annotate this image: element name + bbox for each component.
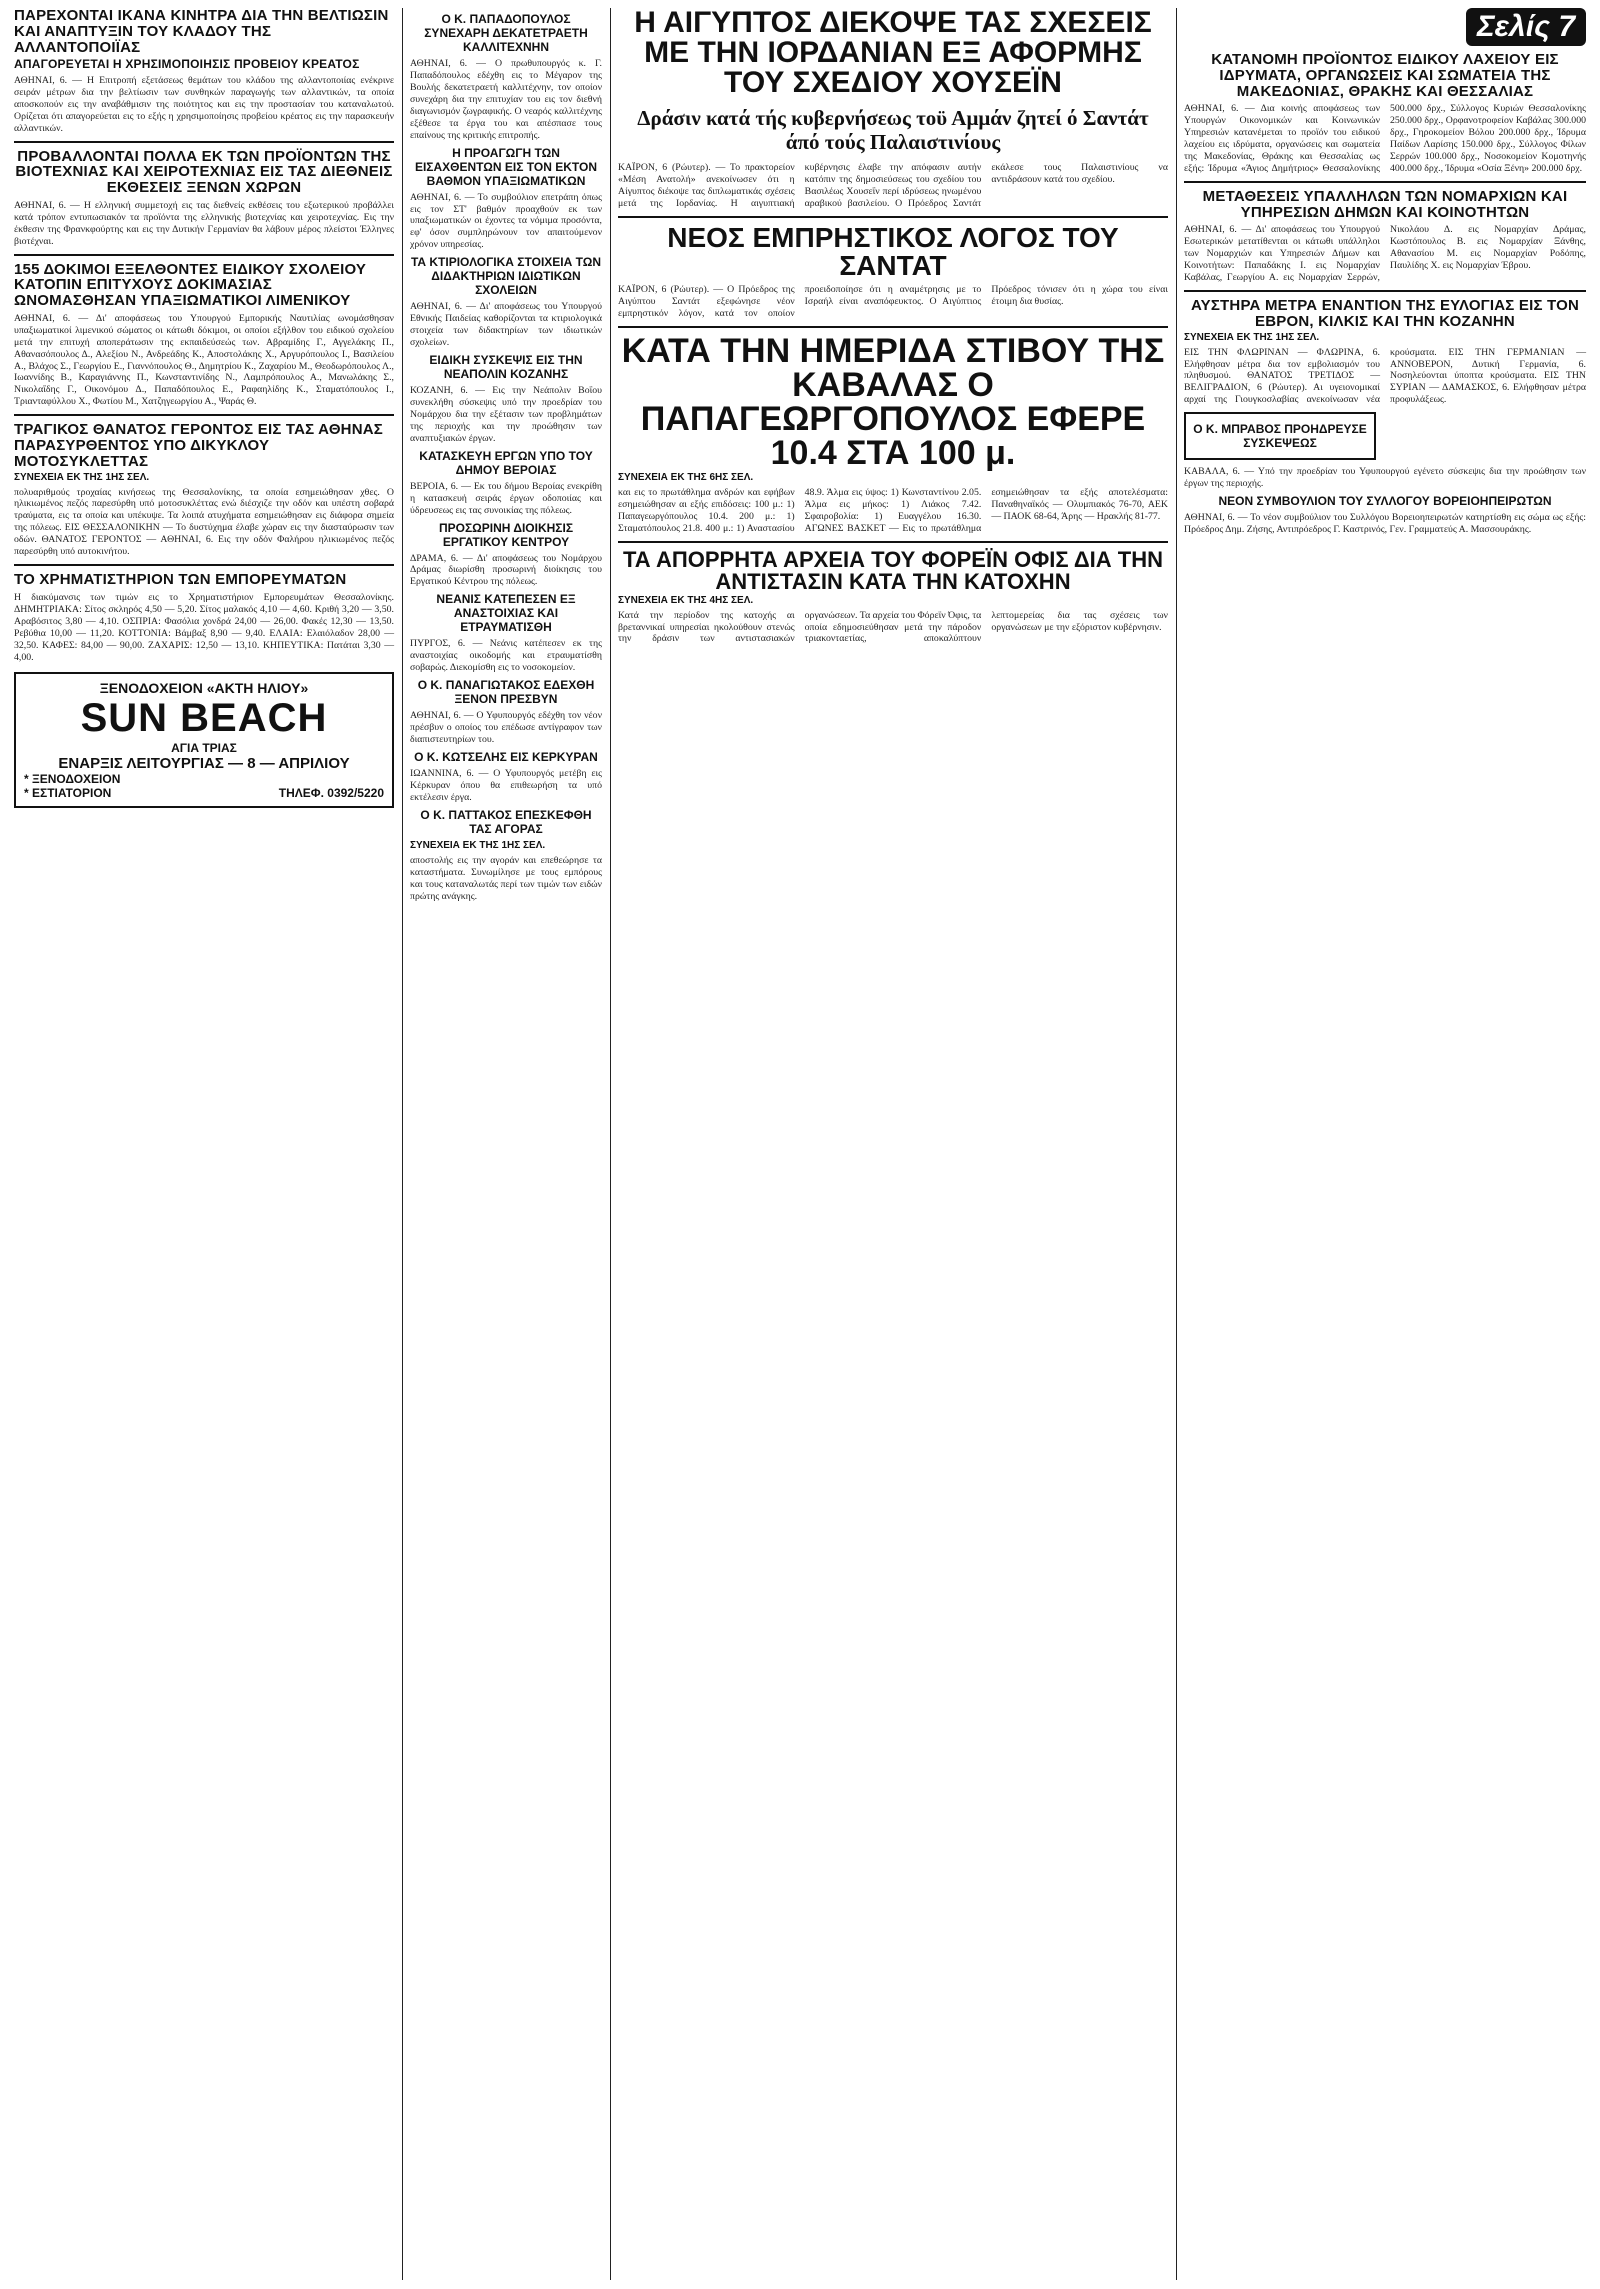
divider [14,564,394,566]
headline: ΤΡΑΓΙΚΟΣ ΘΑΝΑΤΟΣ ΓΕΡΟΝΤΟΣ ΕΙΣ ΤΑΣ ΑΘΗΝΑΣ ΠΑΡΑΣΥΡΘΕΝΤΟΣ ΥΠΟ ΔΙΚΥΚΛΟΥ ΜΟΤΟΣΥΚΛΕΤΤΑΣ [14,421,383,470]
divider [618,541,1168,543]
article-body: ΚΑΒΑΛΑ, 6. — Υπό την προεδρίαν του Υφυπουργού εγένετο σύσκεψις δια την προώθησιν των έργων της περιοχής. [1184,466,1586,490]
divider [1184,290,1586,292]
sports-headline: ΚΑΤΑ ΤΗΝ ΗΜΕΡΙΔΑ ΣΤΙΒΟΥ ΤΗΣ ΚΑΒΑΛΑΣ Ο ΠΑΠΑΓΕΩΡΓΟΠΟΥΛΟΣ ΕΦΕΡΕ 10.4 ΣΤΑ 100 μ. [621,331,1165,472]
column-1 [14,8,394,808]
article-body: ΠΥΡΓΟΣ, 6. — Νεάνις κατέπεσεν εκ της αναστοιχίας οικοδομής και ετραυματίσθη σοβαρώς. Διεκομίσθη εις το νοσοκομείον. [410,638,602,674]
headline: ΠΡΟΣΩΡΙΝΗ ΔΙΟΙΚΗΣΙΣ ΕΡΓΑΤΙΚΟΥ ΚΕΝΤΡΟΥ [438,520,574,549]
headline: Ο Κ. ΠΑΠΑΔΟΠΟΥΛΟΣ ΣΥΝΕΧΑΡΗ ΔΕΚΑΤΕΤΡΑΕΤΗ ΚΑΛΛΙΤΕΧΝΗΝ [424,12,588,54]
headline: ΜΕΤΑΘΕΣΕΙΣ ΥΠΑΛΛΗΛΩΝ ΤΩΝ ΝΟΜΑΡΧΙΩΝ ΚΑΙ ΥΠΗΡΕΣΙΩΝ ΔΗΜΩΝ ΚΑΙ ΚΟΙΝΟΤΗΤΩΝ [1202,187,1568,221]
headline: ΝΕΑΝΙΣ ΚΑΤΕΠΕΣΕΝ ΕΞ ΑΝΑΣΤΟΙΧΙΑΣ ΚΑΙ ΕΤΡΑΥΜΑΤΙΣΘΗ [436,592,576,635]
headline: ΝΕΟΣ ΕΜΠΡΗΣΤΙΚΟΣ ΛΟΓΟΣ ΤΟΥ ΣΑΝΤΑΤ [667,222,1119,282]
hotel-advertisement [14,672,394,808]
column-2 [410,8,602,907]
divider [14,254,394,256]
lead-headline: Η ΑΙΓΥΠΤΟΣ ΔΙΕΚΟΨΕ ΤΑΣ ΣΧΕΣΕΙΣ ΜΕ ΤΗΝ ΙΟΡΔΑΝΙΑΝ ΕΞ ΑΦΟΡΜΗΣ ΤΟΥ ΣΧΕΔΙΟΥ ΧΟΥΣΕΪΝ [634,6,1152,99]
headline: ΚΑΤΑΣΚΕΥΗ ΕΡΓΩΝ ΥΠΟ ΤΟΥ ΔΗΜΟΥ ΒΕΡΟΙΑΣ [419,448,593,477]
ad-brand: SUN BEACH [80,695,328,740]
column-rule [402,8,403,2280]
article-body: ΑΘΗΝΑΙ, 6. — Δι' αποφάσεως του Υπουργού Εθνικής Παιδείας καθορίζονται τα κτιριολογικά στοιχεία των διδακτηρίων των ιδιωτικών σχολείων. [410,301,602,349]
headline: ΠΑΡΕΧΟΝΤΑΙ ΙΚΑΝΑ ΚΙΝΗΤΡΑ ΔΙΑ ΤΗΝ ΒΕΛΤΙΩΣΙΝ ΚΑΙ ΑΝΑΠΤΥΞΙΝ ΤΟΥ ΚΛΑΔΟΥ ΤΗΣ ΑΛΛΑΝΤΟΠΟΙΪΑΣ [14,7,389,56]
ad-line: * ΕΣΤΙΑΤΟΡΙΟΝ [24,785,112,800]
article-body: ΑΘΗΝΑΙ, 6. — Δι' αποφάσεως του Υπουργού Εσωτερικών μετατίθενται οι κάτωθι υπάλληλοι των Νομαρχιών και Υπηρεσιών Δήμων και Κοινοτήτων: Παπαδάκης Ι. εις Νομαρχίαν Καβάλας, Γεωργίου Α. εις Νομαρχίαν Σερρών, Νικολάου Δ. εις Νομαρχίαν Δράμας, Κωστόπουλος Β. εις Νομαρχίαν Ξάνθης, Αθανασίου Μ. εις Νομαρχίαν Ροδόπης, Παυλίδης Χ. εις Νομαρχίαν Έβρου. [1184,224,1586,284]
continuation-note: ΣΥΝΕΧΕΙΑ ΕΚ ΤΗΣ 6ΗΣ ΣΕΛ. [618,471,754,483]
continuation-note: ΣΥΝΕΧΕΙΑ ΕΚ ΤΗΣ 1ΗΣ ΣΕΛ. [410,839,546,851]
column-3 [618,8,1168,649]
ad-phone: ΤΗΛΕΦ. 0392/5220 [278,785,384,800]
headline: Ο Κ. ΚΩΤΣΕΛΗΣ ΕΙΣ ΚΕΡΚΥΡΑΝ [414,749,598,764]
ad-line: ΑΓΙΑ ΤΡΙΑΣ [171,740,237,755]
headline: Ο Κ. ΠΑΤΤΑΚΟΣ ΕΠΕΣΚΕΦΘΗ ΤΑΣ ΑΓΟΡΑΣ [420,807,592,836]
ad-row [24,786,384,800]
newspaper-page [14,8,1586,2280]
page-number-tag: Σελίς 7 [1466,8,1586,46]
continuation-note: ΣΥΝΕΧΕΙΑ ΕΚ ΤΗΣ 1ΗΣ ΣΕΛ. [1184,331,1320,343]
article-body: ΚΟΖΑΝΗ, 6. — Εις την Νεάπολιν Βοΐου συνεκλήθη σύσκεψις υπό την προεδρίαν του Νομάρχου δια την εξέτασιν των προβλημάτων της περιοχής και την προώθησιν των αναπτυξιακών έργων. [410,385,602,444]
headline: Ο Κ. ΠΑΝΑΓΙΩΤΑΚΟΣ ΕΔΕΧΘΗ ΞΕΝΟΝ ΠΡΕΣΒΥΝ [417,678,595,707]
article-body: πολυαριθμούς τροχαίας κινήσεως της Θεσσαλονίκης, τα οποία εσημειώθησαν χθες. Ο ηλικιωμένος πεζός παρεσύρθη υπό μοτοσυκλέττας ενώ διέσχιζε την οδόν και υπέστη σοβαρά τραύματα, εις τα οποία και υπέκυψε. Τα λοιπά ατυχήματα εσημειώθησαν εις διάφορα σημεία της πόλεως. ΕΙΣ ΘΕΣΣΑΛΟΝΙΚΗΝ — Το δυστύχημα έλαβε χώραν εις την διασταύρωσιν των οδών. ΘΑΝΑΤΟΣ ΓΕΡΟΝΤΟΣ — ΑΘΗΝΑΙ, 6. Εις την οδόν Φαλήρου ηλικιωμένος πεζός παρεσύρθη υπό αυτοκινήτου. [14,486,394,558]
article-body: ΑΘΗΝΑΙ, 6. — Δια κοινής αποφάσεως των Υπουργών Οικονομικών και Κοινωνικών Υπηρεσιών κατανέμεται το προϊόν του ειδικού λαχείου εις ιδρύματα, οργανώσεις και σωματεία της Μακεδονίας, Θράκης και Θεσσαλίας ως εξής: Ίδρυμα «Άγιος Δημήτριος» Θεσσαλονίκης 500.000 δρχ., Σύλλογος Κυριών Θεσσαλονίκης 250.000 δρχ., Ορφανοτροφείον Καβάλας 300.000 δρχ., Γηροκομείον Βόλου 200.000 δρχ., Ίδρυμα Παίδων Λαρίσης 150.000 δρχ., Σύλλογος Φίλων Σερρών 100.000 δρχ., Νοσοκομείον Κομοτηνής 400.000 δρχ., Ίδρυμα «Οσία Ξένη» 200.000 δρχ. [1184,103,1586,174]
article-body: ΙΩΑΝΝΙΝΑ, 6. — Ο Υφυπουργός μετέβη εις Κέρκυραν όπου θα επιθεωρήση τα υπό εκτέλεσιν έργα. [410,767,602,803]
boxed-article [1184,412,1376,460]
divider [618,216,1168,218]
column-rule [1176,8,1177,2280]
article-body: ΑΘΗΝΑΙ, 6. — Το νέον συμβούλιον του Συλλόγου Βορειοηπειρωτών κατηρτίσθη εις σώμα ως εξής: Πρόεδρος Δημ. Ζήσης, Αντιπρόεδρος Γ. Καστρινός, Γεν. Γραμματεύς Α. Μασσουράκης. [1184,512,1586,536]
headline: Η ΠΡΟΑΓΩΓΗ ΤΩΝ ΕΙΣΑΧΘΕΝΤΩΝ ΕΙΣ ΤΟΝ ΕΚΤΟΝ ΒΑΘΜΟΝ ΥΠΑΞΙΩΜΑΤΙΚΩΝ [414,145,598,188]
headline: ΕΙΔΙΚΗ ΣΥΣΚΕΨΙΣ ΕΙΣ ΤΗΝ ΝΕΑΠΟΛΙΝ ΚΟΖΑΝΗΣ [429,353,583,381]
headline: ΚΑΤΑΝΟΜΗ ΠΡΟΪΟΝΤΟΣ ΕΙΔΙΚΟΥ ΛΑΧΕΙΟΥ ΕΙΣ ΙΔΡΥΜΑΤΑ, ΟΡΓΑΝΩΣΕΙΣ ΚΑΙ ΣΩΜΑΤΕΙΑ ΤΗΣ ΜΑΚΕΔΟΝΙΑΣ, ΘΡΑΚΗΣ ΚΑΙ ΘΕΣΣΑΛΙΑΣ [1211,51,1559,100]
headline: ΝΕΟΝ ΣΥΜΒΟΥΛΙΟΝ ΤΟΥ ΣΥΛΛΟΓΟΥ ΒΟΡΕΙΟΗΠΕΙΡΩΤΩΝ [1218,494,1552,509]
article-body: Η διακύμανσις των τιμών εις το Χρηματιστήριον Εμπορευμάτων Θεσσαλονίκης. ΔΗΜΗΤΡΙΑΚΑ: Σίτος σκληρός 4,50 — 5,20. Σίτος μαλακός 4,10 — 4,60. Κριθή 3,20 — 3,50. Αραβόσιτος 3,80 — 4,10. ΟΣΠΡΙΑ: Φασόλια χονδρά 24,00 — 26,00. Φακές 12,30 — 13,50. Ρεβύθια 10,00 — 11,20. ΚΟΤΤΟΝΙΑ: Βάμβαξ 8,90 — 9,40. ΕΛΑΙΑ: Ελαιόλαδον 28,00 — 32,50. ΚΑΦΕΣ: 84,00 — 90,00. ΖΑΧΑΡΙΣ: 12,50 — 13,10. ΚΗΠΕΥΤΙΚΑ: Πατάται 3,30 — 4,00. [14,591,394,663]
subheadline: ΑΠΑΓΟΡΕΥΕΤΑΙ Η ΧΡΗΣΙΜΟΠΟΙΗΣΙΣ ΠΡΟΒΕΙΟΥ ΚΡΕΑΤΟΣ [14,57,360,72]
article-body: ΑΘΗΝΑΙ, 6. — Η Επιτροπή εξετάσεως θεμάτων του κλάδου της αλλαντοποιίας ενέκρινε σειράν μέτρων δια την βελτίωσιν των συνθηκών παραγωγής των αλλαντικών, τα οποία αποσκοπούν εις την αναβάθμισιν της ποιότητος και εις την προστασίαν του καταναλωτού. Ορίζεται ότι απαγορεύεται εις το εξής η χρησιμοποίησις προβείου κρέατος εις την παρασκευήν αλλαντικών. [14,74,394,134]
headline: ΤΟ ΧΡΗΜΑΤΙΣΤΗΡΙΟΝ ΤΩΝ ΕΜΠΟΡΕΥΜΑΤΩΝ [14,571,347,589]
divider [14,414,394,416]
article-body: ΒΕΡΟΙΑ, 6. — Εκ του δήμου Βεροίας ενεκρίθη η κατασκευή σειράς έργων οδοποιίας και ύδρευσεως εις τας συνοικίας της πόλεως. [410,480,602,516]
article-body: ΕΙΣ ΤΗΝ ΦΛΩΡΙΝΑΝ — ΦΛΩΡΙΝΑ, 6. Ελήφθησαν μέτρα δια τον εμβολιασμόν του πληθυσμού. ΘΑΝΑΤΟΣ ΤΡΕΤΙΔΟΣ — ΒΕΛΙΓΡΑΔΙΟΝ, 6 (Ρώυτερ). Αι υγειονομικαί αρχαί της Γιουγκοσλαβίας ανεκοίνωσαν νέα κρούσματα. ΕΙΣ ΤΗΝ ΓΕΡΜΑΝΙΑΝ — ΑΝΝΟΒΕΡΟΝ, Δυτική Γερμανία, 6. Νοσηλεύονται ύποπτα κρούσματα. ΕΙΣ ΤΗΝ ΣΥΡΙΑΝ — ΔΑΜΑΣΚΟΣ, 6. Ελήφθησαν μέτρα προφυλάξεως. [1184,346,1586,406]
column-rule [610,8,611,2280]
divider [1184,181,1586,183]
ad-row [24,772,384,786]
article-body: ΔΡΑΜΑ, 6. — Δι' αποφάσεως του Νομάρχου Δράμας διωρίσθη προσωρινή διοίκησις του Εργατικού Κέντρου της πόλεως. [410,552,602,588]
headline: ΤΑ ΑΠΟΡΡΗΤΑ ΑΡΧΕΙΑ ΤΟΥ ΦΟΡΕΪΝ ΟΦΙΣ ΔΙΑ ΤΗΝ ΑΝΤΙΣΤΑΣΙΝ ΚΑΤΑ ΤΗΝ ΚΑΤΟΧΗΝ [623,546,1163,594]
divider [618,326,1168,328]
article-body: ΑΘΗΝΑΙ, 6. — Δι' αποφάσεως του Υπουργού Εμπορικής Ναυτιλίας ωνομάσθησαν υπαξιωματικοί λιμενικού σώματος οι κάτωθι δόκιμοι, οι οποίοι εξήλθον του ειδικού σχολείου μετά την επιτυχή αποπεράτωσιν της εκπαιδεύσεώς των. Αβραμίδης Γ., Αγγελάκης Π., Αθανασόπουλος Δ., Αλεξίου Ν., Ανδρεάδης Κ., Αποστολάκης Χ., Αργυρόπουλος Ι., Βασιλείου Α., Βλάχος Σ., Γεωργίου Ε., Γιαννόπουλος Θ., Δημητρίου Κ., Ζαχαρίου Μ., Θεοδωρόπουλος Λ., Ιωαννίδης Β., Καραγιάννης Π., Κωνσταντινίδης Ν., Λαμπρόπουλος Α., Μανωλάκης Σ., Νικολαΐδης Γ., Οικονόμου Δ., Παπαδόπουλος Ε., Ραφαηλίδης Κ., Σταματόπουλος Ι., Τριανταφύλλου Χ., Φωτίου Μ., Χατζηγεωργίου Α., Ψαράς Θ. [14,312,394,408]
ad-line: * ΞΕΝΟΔΟΧΕΙΟΝ [24,771,121,786]
article-body: ΑΘΗΝΑΙ, 6. — Ο πρωθυπουργός κ. Γ. Παπαδόπουλος εδέχθη εις το Μέγαρον της Βουλής δεκατετραετή καλλιτέχνην, τον οποίον συνεχάρη δια την επιτυχίαν του εις τον διεθνή διαγωνισμόν ζωγραφικής. Ο νεαρός καλλιτέχνης εξέθεσε τα έργα του και απέσπασε τους επαίνους της κριτικής επιτροπής. [410,58,602,141]
headline: Ο Κ. ΜΠΡΑΒΟΣ ΠΡΟΗΔΡΕΥΣΕ ΣΥΣΚΕΨΕΩΣ [1193,422,1367,451]
article-body: και εις το πρωτάθλημα ανδρών και εφήβων εσημειώθησαν αι εξής επιδόσεις: 100 μ.: 1) Παπαγεωργόπουλος 10.4. 200 μ.: 1) Σταματόπουλος 21.8. 400 μ.: 1) Αναστασίου 48.9. Άλμα εις ύψος: 1) Κωνσταντίνου 2.05. Άλμα εις μήκος: 1) Λιάκος 7.42. Σφαιροβολία: 1) Ευαγγέλου 16.30. ΑΓΩΝΕΣ ΒΑΣΚΕΤ — Εις το πρωτάθλημα εσημειώθησαν τα εξής αποτελέσματα: Παναθηναϊκός — Ολυμπιακός 76-70, ΑΕΚ — ΠΑΟΚ 68-64, Άρης — Ηρακλής 81-77. [618,486,1168,534]
divider [14,141,394,143]
article-body: αποστολής εις την αγοράν και επεθεώρησε τα καταστήματα. Συνωμίλησε με τους εμπόρους και τους καταναλωτάς περί των τιμών των ειδών πρώτης ανάγκης. [410,854,602,902]
continuation-note: ΣΥΝΕΧΕΙΑ ΕΚ ΤΗΣ 1ΗΣ ΣΕΛ. [14,471,150,483]
article-body: ΑΘΗΝΑΙ, 6. — Ο Υφυπουργός εδέχθη τον νέον πρέσβυν ο οποίος του επέδωσε αντίγραφον των διαπιστευτηρίων του. [410,710,602,745]
headline: ΤΑ ΚΤΙΡΙΟΛΟΓΙΚΑ ΣΤΟΙΧΕΙΑ ΤΩΝ ΔΙΔΑΚΤΗΡΙΩΝ ΙΔΙΩΤΙΚΩΝ ΣΧΟΛΕΙΩΝ [410,255,602,298]
article-body: ΚΑΪΡΟΝ, 6 (Ρώυτερ). — Το πρακτορείον «Μέση Ανατολή» ανεκοίνωσεν ότι η Αίγυπτος διέκοψε τας διπλωματικάς σχέσεις μετά της Ιορδανίας. Η αιγυπτιακή κυβέρνησις έλαβε την απόφασιν αυτήν κατόπιν της δημοσιεύσεως του σχεδίου του Βασιλέως Χουσεΐν περί ιδρύσεως ηνωμένου αραβικού βασιλείου. Ο Πρόεδρος Σαντάτ εκάλεσε τους Παλαιστινίους να αντιδράσουν κατά του σχεδίου. [618,162,1168,210]
column-4 [1184,8,1586,540]
article-body: Κατά την περίοδον της κατοχής αι βρεταννικαί υπηρεσίαι ηκολούθουν στενώς την δράσιν των αντιστασιακών οργανώσεων. Τα αρχεία του Φόρεϊν Όφις, τα οποία εδημοσιεύθησαν μετά την πάροδον τριακονταετίας, αποκαλύπτουν λεπτομερείας δια τας σχέσεις των οργανώσεων με την εξόριστον κυβέρνησιν. [618,609,1168,645]
ad-line: ΕΝΑΡΞΙΣ ΛΕΙΤΟΥΡΓΙΑΣ — 8 — ΑΠΡΙΛΙΟΥ [58,754,350,772]
article-body: ΑΘΗΝΑΙ, 6. — Το συμβούλιον επετράπη όπως εις τον ΣΤ' βαθμόν προαχθούν εκ των υπαξιωματικών οι έχοντες τα νόμιμα προσόντα, εφ' όσον συμπληρώνουν τον απαιτούμενον χρόνον υπηρεσίας. [410,191,602,251]
continuation-note: ΣΥΝΕΧΕΙΑ ΕΚ ΤΗΣ 4ΗΣ ΣΕΛ. [618,594,754,606]
headline: ΠΡΟΒΑΛΛΟΝΤΑΙ ΠΟΛΛΑ ΕΚ ΤΩΝ ΠΡΟΪΟΝΤΩΝ ΤΗΣ ΒΙΟΤΕΧΝΙΑΣ ΚΑΙ ΧΕΙΡΟΤΕΧΝΙΑΣ ΕΙΣ ΤΑΣ ΔΙΕΘΝΕΙΣ ΕΚΘΕΣΕΙΣ ΞΕΝΩΝ ΧΩΡΩΝ [15,147,393,197]
headline: ΑΥΣΤΗΡΑ ΜΕΤΡΑ ΕΝΑΝΤΙΟΝ ΤΗΣ ΕΥΛΟΓΙΑΣ ΕΙΣ ΤΟΝ ΕΒΡΟΝ, ΚΙΛΚΙΣ ΚΑΙ ΤΗΝ ΚΟΖΑΝΗΝ [1190,297,1580,330]
headline: 155 ΔΟΚΙΜΟΙ ΕΞΕΛΘΟΝΤΕΣ ΕΙΔΙΚΟΥ ΣΧΟΛΕΙΟΥ ΚΑΤΟΠΙΝ ΕΠΙΤΥΧΟΥΣ ΔΟΚΙΜΑΣΙΑΣ ΩΝΟΜΑΣΘΗΣΑΝ ΥΠΑΞΙΩΜΑΤΙΚΟΙ ΛΙΜΕΝΙΚΟΥ [14,260,367,310]
lead-deck: Δράσιν κατά τής κυβερνήσεως τοϋ Αμμάν ζητεί ό Σαντάτ άπό τούς Παλαιστινίους [637,106,1149,155]
article-body: ΑΘΗΝΑΙ, 6. — Η ελληνική συμμετοχή εις τας διεθνείς εκθέσεις του εξωτερικού προβάλλει κατά τρόπον εντυπωσιακόν τα προϊόντα της ελληνικής βιοτεχνίας και χειροτεχνίας. Εις την έκθεσιν της Φρανκφούρτης και εις την Δυτικήν Γερμανίαν θα λάβουν μέρος πλείστοι Έλληνες βιοτέχναι. [14,199,394,247]
article-body: ΚΑΪΡΟΝ, 6 (Ρώυτερ). — Ο Πρόεδρος της Αιγύπτου Σαντάτ εξεφώνησε νέον εμπρηστικόν λόγον, κατά τον οποίον προειδοποίησε ότι η αναμέτρησις με το Ισραήλ είναι αναπόφευκτος. Ο Αιγύπτιος Πρόεδρος τόνισεν ότι η χώρα του είναι έτοιμη δια θυσίας. [618,284,1168,319]
ad-line: ΞΕΝΟΔΟΧΕΙΟΝ «ΑΚΤΗ ΗΛΙΟΥ» [99,679,309,696]
